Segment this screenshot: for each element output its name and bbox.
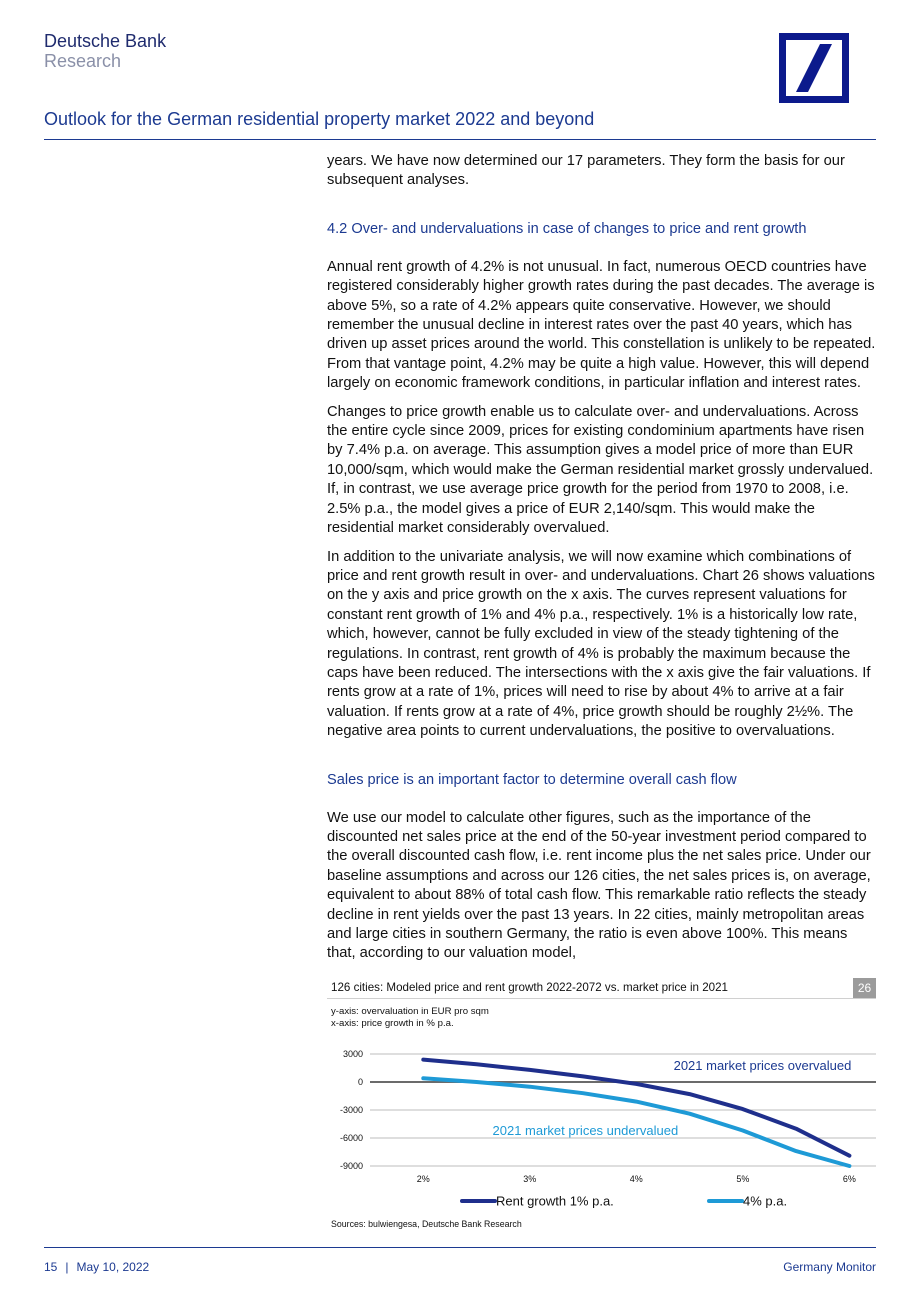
series-line-1 (423, 1060, 849, 1156)
y-tick-label: -3000 (339, 1105, 363, 1115)
header-divider (44, 139, 876, 140)
y-tick-label: -9000 (339, 1161, 363, 1171)
y-axis-description: y-axis: overvaluation in EUR pro sqm (331, 1006, 489, 1017)
chart-annotation: 2021 market prices undervalued (492, 1123, 679, 1139)
paragraph: We use our model to calculate other figures, such as the importance of the discounted net sales price at the end of the 50-year investment period compared to the overall discounted cash flow, i.e. rent income plus the net sales price. Under our baseline assumptions and across our 126 cities, the net sales prices is, on average, equivalent to about 88% of total cash flow. This remarkable ratio reflects the steady decline in rent yields over the past 13 years. In 22 cities, mainly metropolitan areas and large cities in southern Germany, the ratio is even above 100%. This means that, according to our valuation model, (327, 809, 871, 962)
chart-plot (327, 978, 876, 1218)
section-heading: 4.2 Over- and undervaluations in case of changes to price and rent growth (327, 220, 807, 237)
brand-unit: Research (44, 51, 122, 71)
section-heading: Sales price is an important factor to determine overall cash flow (327, 771, 737, 788)
chart-annotation: 2021 market prices overvalued (673, 1057, 852, 1073)
publication-date: May 10, 2022 (76, 1260, 150, 1274)
paragraph: years. We have now determined our 17 parameters. They form the basis for our subsequent analyses. (327, 153, 845, 189)
document-title: Outlook for the German residential property market 2022 and beyond (44, 109, 595, 129)
paragraph: Annual rent growth of 4.2% is not unusual. In fact, numerous OECD countries have registered considerably higher growth rates during the past decades. The average is above 5%, so a rate of 4.2% appears quite conservative. However, we should remember the unusual decline in interest rates over the past 40 years, which has driven up asset prices around the world. This constellation is unlikely to be repeated. From that vantage point, 4.2% may be quite a high value. However, this will depend largely on economic framework conditions, in particular inflation and interest rates. (327, 258, 876, 392)
paragraph: In addition to the univariate analysis, we will now examine which combinations of price and rent growth result in over- and undervaluations. Chart 26 shows valuations on the y axis and price growth on the x axis. The curves represent valuations for constant rent growth of 1% and 4% p.a., respectively. 1% is a historically low rate, which, however, cannot be fully excluded in view of the steady tightening of the regulations. In contrast, rent growth of 4% is probably the maximum because the caps have been reduced. The intersections with the x axis give the fair valuations. If rents grow at a rate of 1%, prices will need to rise by about 4% to arrive at a fair valuation. If rents grow at a rate of 4%, price growth should be roughly 2½%. The negative area points to current undervaluations, the positive to overvaluations. (327, 548, 875, 740)
deutsche-bank-logo-icon (779, 33, 849, 103)
x-tick-label: 2% (416, 1174, 430, 1184)
publication-name: Germany Monitor (783, 1260, 876, 1274)
footer-left (44, 1260, 149, 1274)
y-tick-label: 0 (357, 1077, 363, 1087)
x-tick-label: 4% (629, 1174, 643, 1184)
chart-26 (327, 978, 876, 1238)
footer-divider (44, 1247, 876, 1248)
paragraph: Changes to price growth enable us to calculate over- and undervaluations. Across the entire cycle since 2009, prices for existing condominium apartments have risen by 7.4% p.a. on average. This assumption gives a model price of more than EUR 10,000/sqm, which would make the German residential market grossly undervalued. If, in contrast, we use average price growth for the period from 1970 to 2008, i.e. 2.5% p.a., the model gives a price of EUR 2,140/sqm. This would make the residential market considerably overvalued. (327, 403, 874, 537)
chart-title: 126 cities: Modeled price and rent growth 2022-2072 vs. market price in 2021 (331, 981, 728, 994)
brand-name: Deutsche Bank (44, 31, 167, 51)
x-tick-label: 6% (842, 1174, 856, 1184)
footer-separator: | (65, 1260, 69, 1274)
page-number: 15 (44, 1260, 58, 1274)
brand (44, 31, 166, 71)
series-line-2 (423, 1078, 849, 1166)
x-tick-label: 5% (736, 1174, 750, 1184)
chart-number-badge: 26 (853, 978, 876, 998)
y-tick-label: 3000 (342, 1049, 363, 1059)
legend-label: Rent growth 1% p.a. (496, 1193, 614, 1209)
y-tick-label: -6000 (339, 1133, 363, 1143)
legend-label: 4% p.a. (743, 1193, 788, 1209)
main-text (327, 152, 876, 973)
chart-sources: Sources: bulwiengesa, Deutsche Bank Research (331, 1219, 522, 1229)
x-axis-description: x-axis: price growth in % p.a. (331, 1018, 454, 1029)
x-tick-label: 3% (523, 1174, 537, 1184)
